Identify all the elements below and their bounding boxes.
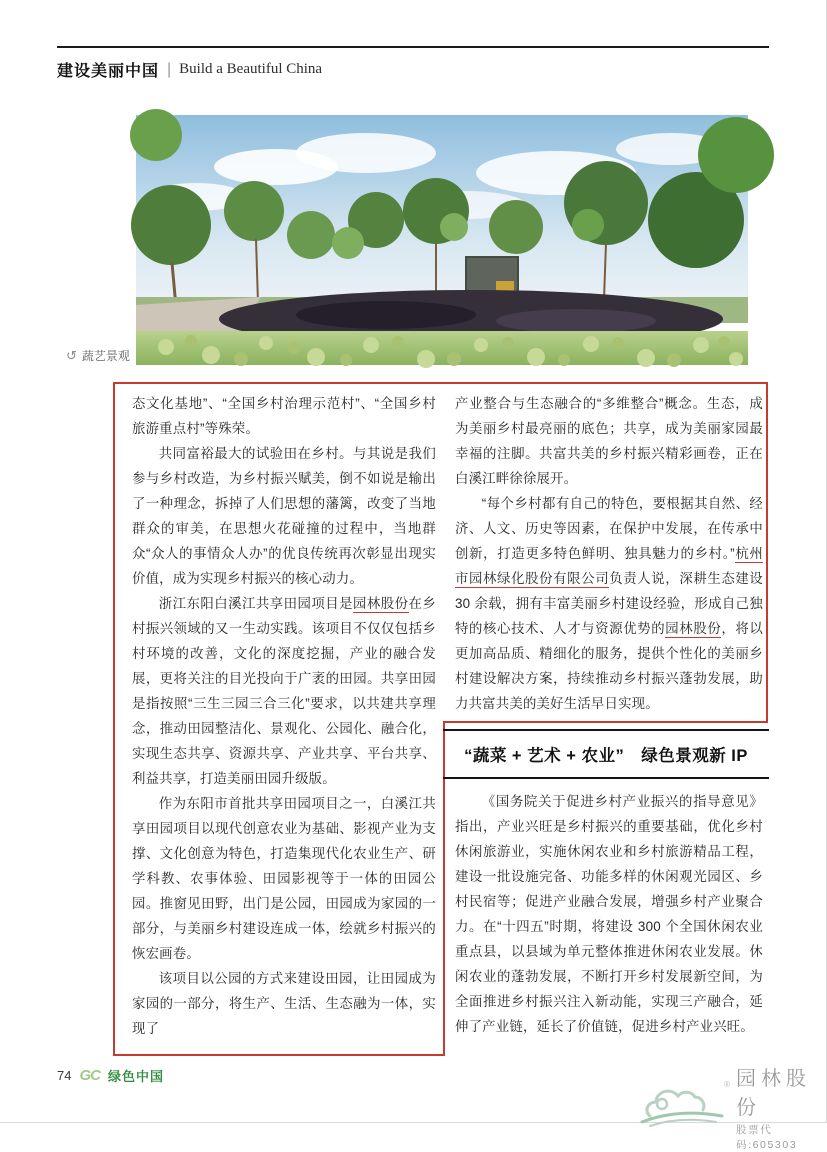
header-separator: | <box>167 60 172 78</box>
section-title-en: Build a Beautiful China <box>179 61 323 77</box>
paragraph: 产业整合与生态融合的“多维整合”概念。生态，成为美丽乡村最亮丽的底色；共享，成为美丽家园最幸福的注脚。共富共美的乡村振兴精彩画卷，正在白溪江畔徐徐展开。 <box>455 396 763 486</box>
article-column-right-top <box>455 391 763 716</box>
paragraph-text: ，将以更加高品质、精细化的服务，提供个性化的美丽乡村建设解决方案，持续推动乡村振兴蓬勃发展，助力共富共美的美好生活早日实现。 <box>455 621 763 711</box>
photo-caption <box>66 347 130 364</box>
paragraph: 态文化基地”、“全国乡村治理示范村”、“全国乡村旅游重点村”等殊荣。 <box>132 396 436 436</box>
header <box>57 58 322 81</box>
gc-logo: GC <box>79 1067 100 1084</box>
company-name-underlined: 园林股份 <box>665 621 722 636</box>
stock-code: 股票代码:605303 <box>736 1124 798 1151</box>
company-logo-text <box>736 1062 826 1152</box>
paragraph-text: 浙江东阳白溪江共享田园项目是 <box>158 596 354 611</box>
header-rule <box>57 46 769 48</box>
article-column-left <box>132 391 436 1041</box>
section-title-cn: 建设美丽中国 <box>57 63 160 80</box>
company-name: 园林股份 <box>736 1068 811 1119</box>
photo-illustration <box>136 115 748 365</box>
paragraph: 共同富裕最大的试验田在乡村。与其说是我们参与乡村改造，为乡村振兴赋美，倒不如说是输出了一种理念，拆掉了人们思想的藩篱，改变了当地群众的审美，在思想火花碰撞的过程中，当地群众“众人的事情众人办”的优良传统再次彰显出现实价值，成为实现乡村振兴的核心动力。 <box>132 446 436 586</box>
magazine-name: 绿色中国 <box>107 1069 164 1084</box>
registered-mark: ® <box>724 1080 730 1089</box>
rotate-icon: ↺ <box>66 348 77 363</box>
paragraph-text: 在乡村振兴领域的又一生动实践。该项目不仅仅包括乡村环境的改善，文化的深度挖掘，产业的融合发展，更将关注的目光投向于广袤的田园。共享田园是指按照“三生三园三合三化”要求，以共建共享理念，推动田园整洁化、景观化、公园化、融合化，实现生态共享、资源共享、产业共享、平台共享、利益共享，打造美丽田园升级版。 <box>132 596 436 786</box>
paragraph: 作为东阳市首批共享田园项目之一，白溪江共享田园项目以现代创意农业为基础、影视产业为支撑、文化创意为特色，打造集现代化农业生产、研学科教、农事体验、田园影视等于一体的田园公园。推窗见田野，出门是公园，田园成为家园的一部分，与美丽乡村建设连成一体，绘就乡村振兴的恢宏画卷。 <box>132 796 436 961</box>
landscape-photo <box>136 115 748 365</box>
paragraph: 《国务院关于促进乡村产业振兴的指导意见》指出，产业兴旺是乡村振兴的重要基础，优化乡村休闲旅游业，实施休闲农业和乡村旅游精品工程，建设一批设施完备、功能多样的休闲观光园区、乡村民宿等；促进产业融合发展，增强乡村产业聚合力。在“十四五”时期，将建设 300 个全国休闲农业重点县，以县域为单元整体推进休闲农业发展。休闲农业的蓬勃发展，不断打开乡村发展新空间，为全面推进乡村振兴注入新动能，实现三产融合，延伸了产业链，延长了价值链，促进乡村产业兴旺。 <box>455 794 763 1034</box>
photo-caption-text: 蔬艺景观 <box>81 349 130 363</box>
paragraph-text: 负责人说，深耕生态建设 30 余载，拥有丰富美丽乡村建设经验，形成自己独特的核心技术、人才与资源优势的 <box>455 571 764 636</box>
company-name-underlined: 园林股份 <box>353 596 409 611</box>
cloud-tree-icon <box>636 1082 728 1132</box>
company-logo <box>636 1082 728 1132</box>
footer-left <box>57 1066 164 1085</box>
article-column-right-bottom <box>455 789 763 1039</box>
footer-right <box>636 1062 826 1152</box>
paragraph <box>455 491 763 716</box>
company-name-underlined: 杭州市园林绿化股份有限公司 <box>455 546 763 586</box>
paragraph: 该项目以公园的方式来建设田园，让田园成为家园的一部分，将生产、生活、生态融为一体，实现了 <box>132 971 436 1036</box>
section-subheading: “蔬菜 + 艺术 + 农业” 绿色景观新 IP <box>443 729 769 779</box>
paragraph-text: “每个乡村都有自己的特色，要根据其自然、经济、人文、历史等因素，在保护中发展，在传承中创新，打造更多特色鲜明、独具魅力的乡村。” <box>455 496 763 561</box>
paragraph <box>132 591 436 791</box>
page-number: 74 <box>57 1068 72 1083</box>
